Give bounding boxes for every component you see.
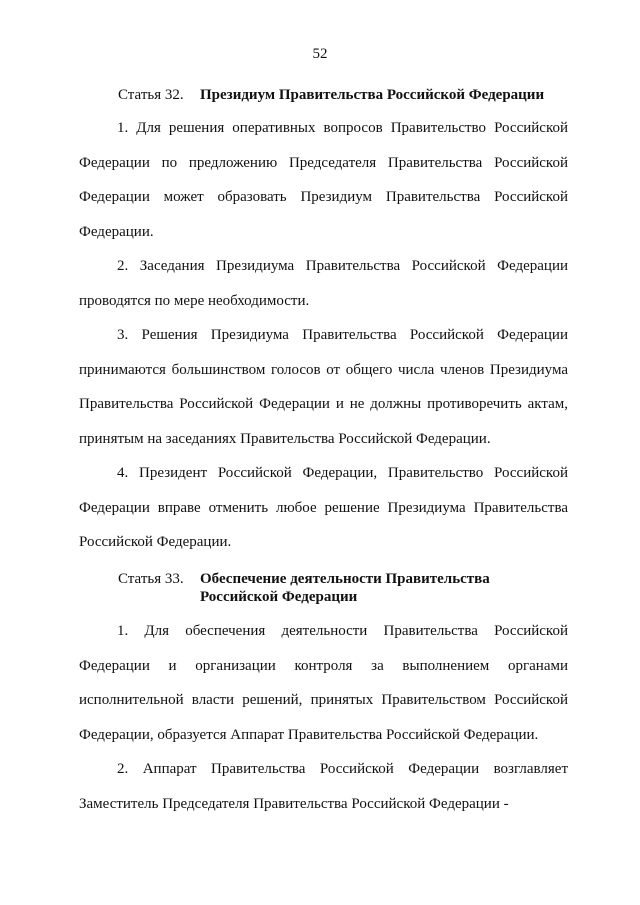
article-33-title-line-2: Российской Федерации: [200, 589, 358, 605]
article-33-paragraph-2: 2. Аппарат Правительства Российской Федерации возглавляет Заместитель Председателя Правительства Российской Федерации -: [79, 761, 568, 812]
article-32-paragraph-4: 4. Президент Российской Федерации, Правительство Российской Федерации вправе отменить любое решение Президиума Правительства Российской Федерации.: [79, 465, 568, 550]
article-33-paragraph-1: 1. Для обеспечения деятельности Правительства Российской Федерации и организации контроля за выполнением органами исполнительной власти решений, принятых Правительством Российской Федерации, образуется Аппарат Правительства Российской Федерации.: [79, 623, 568, 743]
page-number: 52: [312, 46, 328, 62]
article-32-paragraph-1: 1. Для решения оперативных вопросов Правительство Российской Федерации по предложению Председателя Правительства Российской Федерации может образовать Президиум Правительства Российской Федерации.: [79, 120, 568, 240]
article-33-number: Статья 33.: [118, 571, 184, 587]
article-32-title: Президиум Правительства Российской Федерации: [200, 87, 545, 103]
article-33-title-line-1: Обеспечение деятельности Правительства: [200, 571, 490, 587]
article-32-number: Статья 32.: [118, 87, 184, 103]
article-33-title: [200, 570, 490, 606]
article-32-paragraph-3: 3. Решения Президиума Правительства Российской Федерации принимаются большинством голосов от общего числа членов Президиума Правительства Российской Федерации и не должны противоречить актам, принятым на заседаниях Правительства Российской Федерации.: [79, 327, 568, 447]
article-32-paragraph-2: 2. Заседания Президиума Правительства Российской Федерации проводятся по мере необходимости.: [79, 258, 568, 309]
article-33-heading: [118, 570, 588, 606]
article-32-heading: [118, 86, 588, 104]
